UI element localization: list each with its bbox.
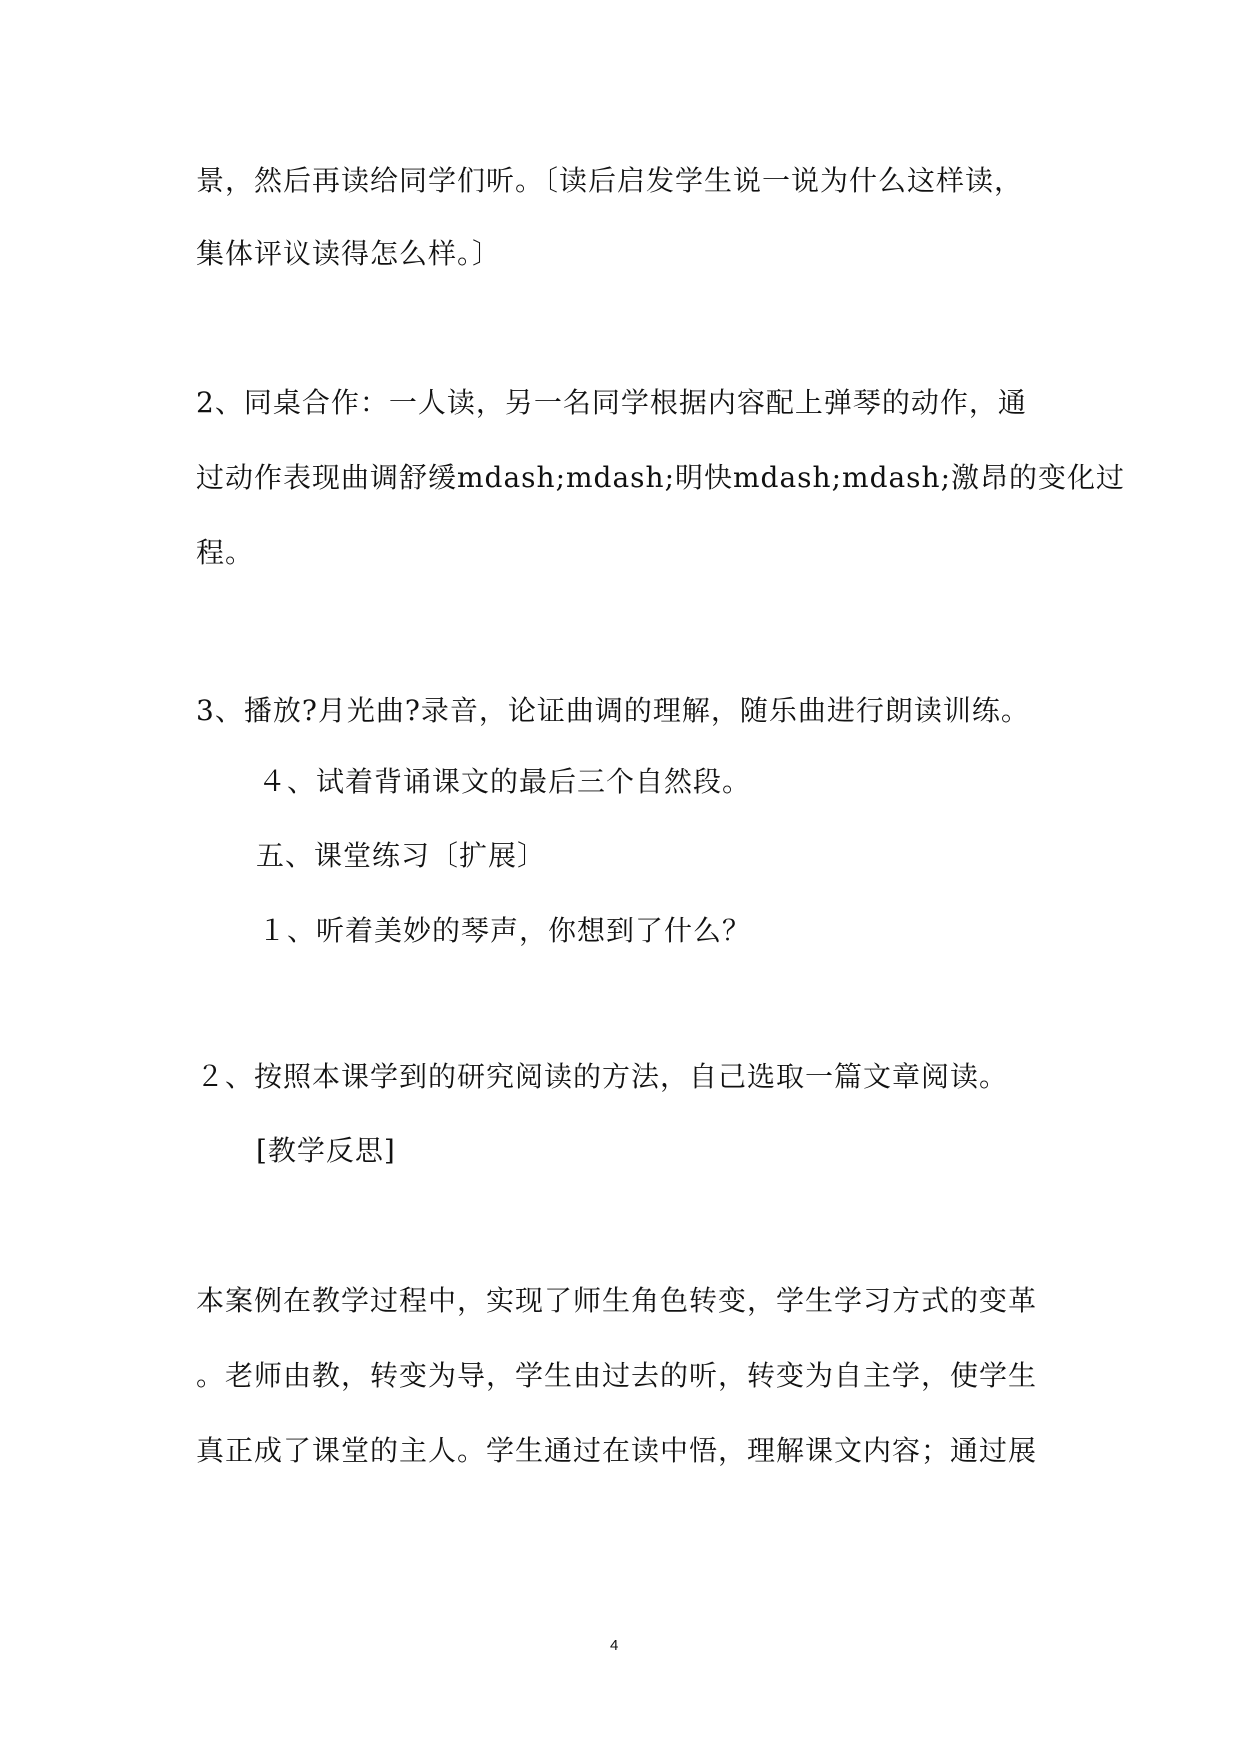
paragraph-2-line-3: 程。 [196,536,255,569]
paragraph-3-line-3: 五、课堂练习〔扩展〕 [256,839,547,872]
paragraph-1-line-2: 集体评议读得怎么样。〕 [196,237,502,270]
paragraph-4-line-2: [教学反思] [256,1134,396,1167]
paragraph-5-line-2: 。老师由教，转变为导，学生由过去的听，转变为自主学，使学生 [196,1359,1038,1392]
paragraph-1-line-1: 景，然后再读给同学们听。〔读后启发学生说一说为什么这样读， [196,164,1024,197]
page-number: 4 [610,1637,619,1654]
paragraph-3-line-1: 3、播放?月光曲?录音，论证曲调的理解，随乐曲进行朗读训练。 [196,694,1030,727]
paragraph-5-line-3: 真正成了课堂的主人。学生通过在读中悟，理解课文内容；通过展 [196,1434,1038,1467]
paragraph-4-line-1: ２、按照本课学到的研究阅读的方法，自己选取一篇文章阅读。 [196,1060,1009,1093]
paragraph-3-line-2: ４、试着背诵课文的最后三个自然段。 [258,765,752,798]
paragraph-2-line-2: 过动作表现曲调舒缓mdash;mdash;明快mdash;mdash;激昂的变化过 [196,461,1126,494]
paragraph-2-line-1: 2、同桌合作：一人读，另一名同学根据内容配上弹琴的动作，通 [196,386,1027,419]
paragraph-3-line-4: １、听着美妙的琴声，你想到了什么？ [258,914,752,947]
paragraph-5-line-1: 本案例在教学过程中，实现了师生角色转变，学生学习方式的变革 [196,1284,1038,1317]
